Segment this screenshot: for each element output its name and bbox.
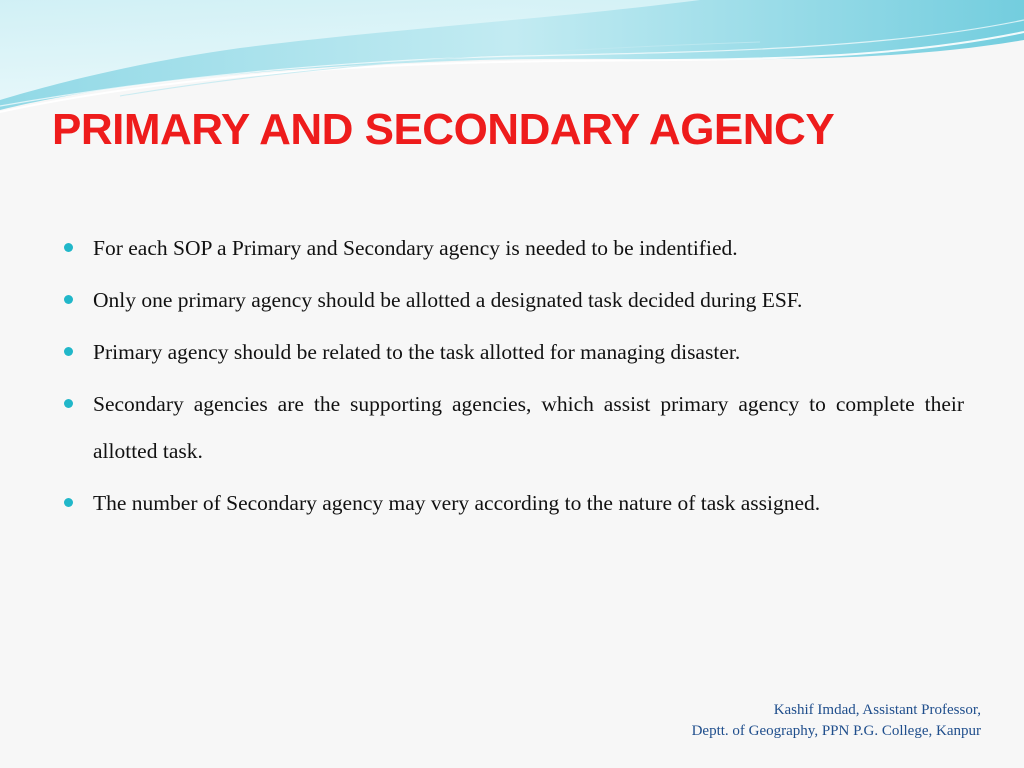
footer-author: Kashif Imdad, Assistant Professor, <box>773 702 981 718</box>
bullet-text: Secondary agencies are the supporting agencies, which assist primary agency to complete their allotted task. <box>93 392 964 463</box>
slide-title: PRIMARY AND SECONDARY AGENCY <box>52 105 835 154</box>
bullet-item <box>60 277 964 324</box>
footer-affiliation: Deptt. of Geography, PPN P.G. College, Kanpur <box>691 723 981 739</box>
footer-credit <box>692 700 981 742</box>
bullet-dot-icon <box>64 295 73 304</box>
bullet-item <box>60 381 964 475</box>
bullet-item <box>60 225 964 272</box>
bullet-text: Only one primary agency should be allotted a designated task decided during ESF. <box>93 288 803 312</box>
bullet-dot-icon <box>64 347 73 356</box>
bullet-text: The number of Secondary agency may very according to the nature of task assigned. <box>93 491 821 515</box>
bullet-list <box>60 225 964 532</box>
bullet-item <box>60 480 964 527</box>
bullet-item <box>60 329 964 376</box>
bullet-text: Primary agency should be related to the task allotted for managing disaster. <box>93 340 741 364</box>
bullet-dot-icon <box>64 498 73 507</box>
bullet-dot-icon <box>64 399 73 408</box>
bullet-text: For each SOP a Primary and Secondary agency is needed to be indentified. <box>93 236 738 260</box>
bullet-dot-icon <box>64 243 73 252</box>
